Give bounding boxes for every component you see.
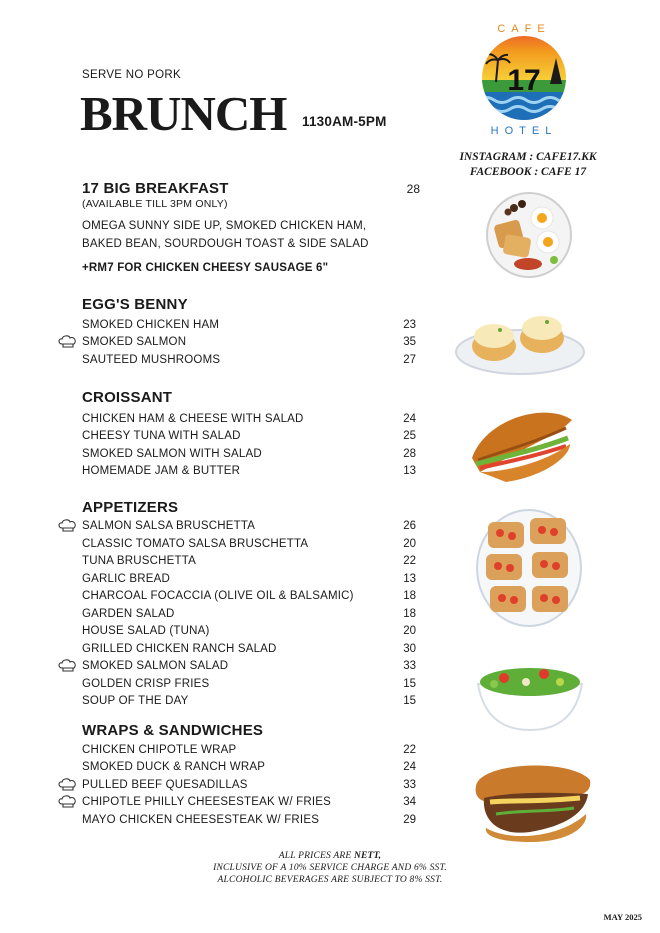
cheesesteak-sandwich-image [470, 752, 596, 844]
big-breakfast-plate-image [484, 190, 574, 280]
opening-hours: 1130AM-5PM [302, 114, 387, 129]
instagram-handle: INSTAGRAM : CAFE17.KK [459, 151, 597, 163]
big-breakfast-availability: (AVAILABLE TILL 3PM ONLY) [82, 198, 228, 210]
menu-item-price: 22 [403, 744, 416, 756]
chef-hat-icon [58, 519, 78, 533]
menu-item: SMOKED SALMON [82, 336, 187, 348]
logo-cafe-text: CAFE [497, 23, 551, 35]
menu-item-price: 34 [403, 796, 416, 808]
menu-item-price: 26 [403, 520, 416, 532]
menu-item: CHICKEN CHIPOTLE WRAP [82, 744, 237, 756]
logo-hotel-text: HOTEL [490, 125, 558, 137]
menu-item: SALMON SALSA BRUSCHETTA [82, 520, 256, 532]
menu-item: SMOKED DUCK & RANCH WRAP [82, 761, 266, 773]
menu-item: TUNA BRUSCHETTA [82, 555, 196, 567]
page-title: BRUNCH [80, 86, 287, 141]
menu-item-price: 18 [403, 590, 416, 602]
cafe-17-hotel-logo [468, 20, 580, 140]
menu-item: CHICKEN HAM & CHEESE WITH SALAD [82, 413, 304, 425]
menu-item-price: 20 [403, 625, 416, 637]
menu-item: GRILLED CHICKEN RANCH SALAD [82, 643, 277, 655]
menu-item: SMOKED SALMON SALAD [82, 660, 229, 672]
chef-hat-icon [58, 335, 78, 349]
menu-item: PULLED BEEF QUESADILLAS [82, 779, 248, 791]
menu-item: HOMEMADE JAM & BUTTER [82, 465, 241, 477]
menu-item: GOLDEN CRISP FRIES [82, 678, 210, 690]
chef-hat-icon [58, 778, 78, 792]
menu-item-price: 24 [403, 761, 416, 773]
big-breakfast-title: 17 BIG BREAKFAST [82, 180, 229, 197]
big-breakfast-price: 28 [406, 182, 420, 196]
chef-hat-icon [58, 659, 78, 673]
footer-line-3: ALCOHOLIC BEVERAGES ARE SUBJECT TO 8% SST. [217, 875, 443, 885]
menu-item-price: 24 [403, 413, 416, 425]
logo-number: 17 [507, 64, 541, 97]
menu-item-price: 20 [403, 538, 416, 550]
chef-hat-icon [58, 795, 78, 809]
menu-item-price: 23 [403, 319, 416, 331]
big-breakfast-description-1: OMEGA SUNNY SIDE UP, SMOKED CHICKEN HAM, [82, 220, 367, 232]
menu-item: SOUP OF THE DAY [82, 695, 189, 707]
menu-item-price: 30 [403, 643, 416, 655]
menu-item: GARDEN SALAD [82, 608, 175, 620]
menu-item-price: 28 [403, 448, 416, 460]
serve-no-pork-note: SERVE NO PORK [82, 69, 181, 81]
menu-item: CHARCOAL FOCACCIA (OLIVE OIL & BALSAMIC) [82, 590, 354, 602]
bruschetta-plate-image [474, 506, 584, 630]
menu-item: SMOKED CHICKEN HAM [82, 319, 220, 331]
footer-prefix: ALL PRICES ARE [278, 851, 354, 861]
menu-item: GARLIC BREAD [82, 573, 171, 585]
eggs-benny-image [454, 300, 586, 380]
menu-item-price: 13 [403, 465, 416, 477]
footer-price-note [150, 850, 510, 886]
big-breakfast-addon: +RM7 FOR CHICKEN CHEESY SAUSAGE 6" [82, 262, 329, 274]
menu-item-price: 33 [403, 660, 416, 672]
menu-item: CLASSIC TOMATO SALSA BRUSCHETTA [82, 538, 309, 550]
section-title-eggs-benny: EGG'S BENNY [82, 296, 188, 313]
menu-item-price: 15 [403, 678, 416, 690]
menu-item: CHIPOTLE PHILLY CHEESESTEAK W/ FRIES [82, 796, 331, 808]
croissant-sandwich-image [466, 398, 578, 484]
footer-nett: NETT, [353, 851, 382, 861]
menu-item-price: 18 [403, 608, 416, 620]
menu-item: CHEESY TUNA WITH SALAD [82, 430, 241, 442]
menu-item-price: 33 [403, 779, 416, 791]
menu-item: SMOKED SALMON WITH SALAD [82, 448, 262, 460]
menu-item-price: 25 [403, 430, 416, 442]
section-title-wraps-sandwiches: WRAPS & SANDWICHES [82, 722, 264, 739]
section-title-croissant: CROISSANT [82, 389, 173, 406]
menu-item: SAUTEED MUSHROOMS [82, 354, 221, 366]
footer-line-1 [150, 850, 510, 862]
big-breakfast-description-2: BAKED BEAN, SOURDOUGH TOAST & SIDE SALAD [82, 238, 369, 250]
menu-item-price: 27 [403, 354, 416, 366]
menu-date: MAY 2025 [603, 912, 642, 922]
menu-item: HOUSE SALAD (TUNA) [82, 625, 210, 637]
menu-item-price: 35 [403, 336, 416, 348]
footer-line-2: INCLUSIVE OF A 10% SERVICE CHARGE AND 6% SST. [213, 863, 447, 873]
salad-bowl-image [474, 652, 586, 732]
menu-item: MAYO CHICKEN CHEESESTEAK W/ FRIES [82, 814, 320, 826]
menu-item-price: 13 [403, 573, 416, 585]
menu-item-price: 22 [403, 555, 416, 567]
menu-item-price: 29 [403, 814, 416, 826]
section-title-appetizers: APPETIZERS [82, 499, 179, 516]
facebook-handle: FACEBOOK : CAFE 17 [469, 166, 587, 178]
social-links [438, 150, 618, 180]
menu-item-price: 15 [403, 695, 416, 707]
